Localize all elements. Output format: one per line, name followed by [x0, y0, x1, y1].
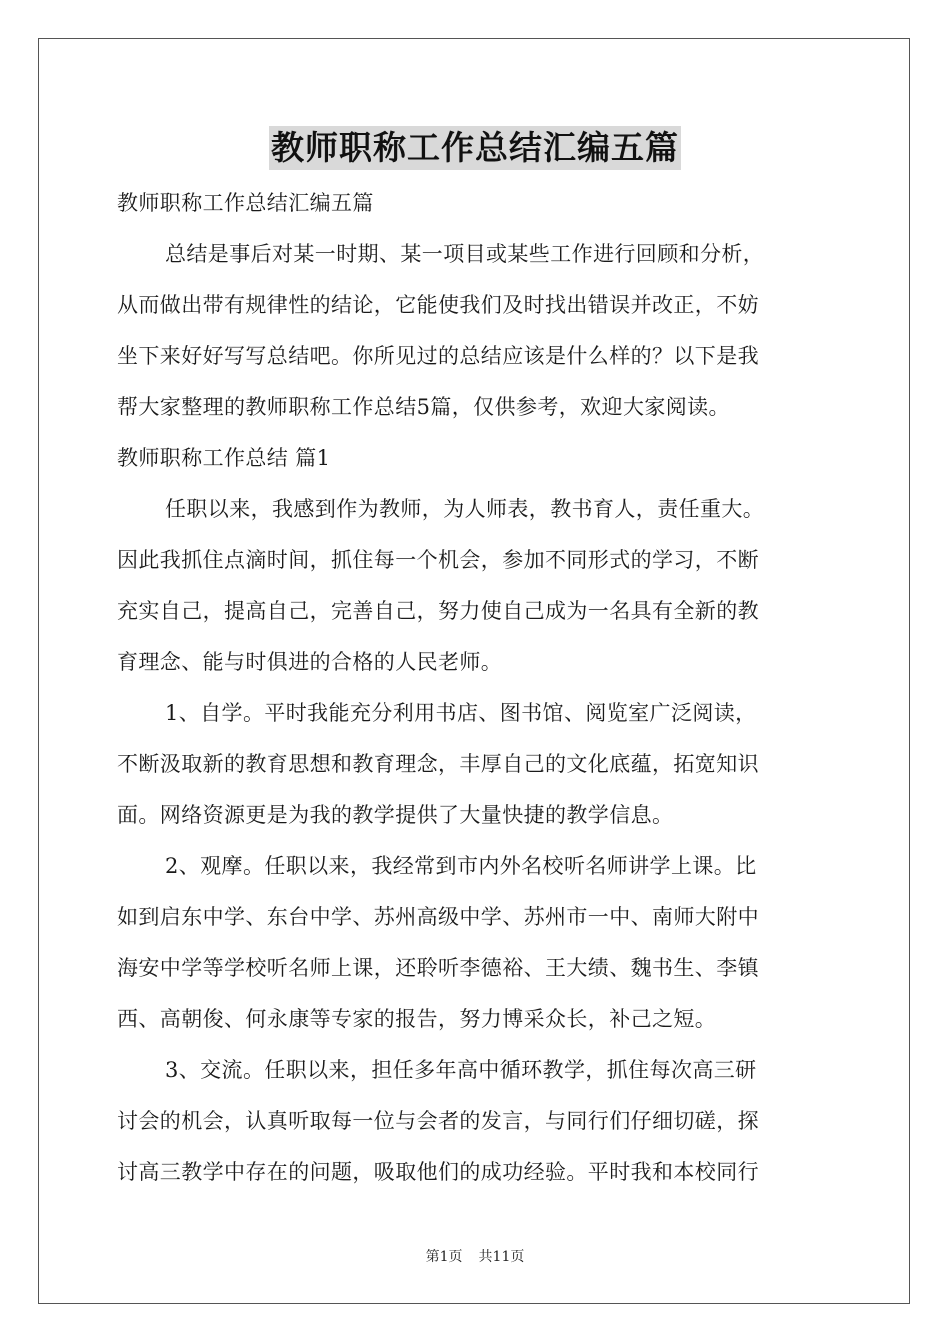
page-total: 共11页	[478, 1249, 525, 1265]
title-wrap	[0, 126, 950, 170]
text-line-3: 从而做出带有规律性的结论，它能使我们及时找出错误并改正，不妨	[117, 293, 759, 317]
text-line-11: 1、自学。平时我能充分利用书店、图书馆、阅览室广泛阅读，	[165, 701, 757, 725]
text-line-18: 3、交流。任职以来，担任多年高中循环教学，抓住每次高三研	[165, 1058, 757, 1082]
text-line-5: 帮大家整理的教师职称工作总结5篇，仅供参考，欢迎大家阅读。	[117, 395, 730, 419]
text-line-16: 海安中学等学校听名师上课，还聆听李德裕、王大绩、魏书生、李镇	[117, 956, 759, 980]
text-line-7: 任职以来，我感到作为教师，为人师表，教书育人，责任重大。	[165, 497, 765, 521]
text-line-4: 坐下来好好写写总结吧。你所见过的总结应该是什么样的？以下是我	[117, 344, 759, 368]
text-line-14: 2、观摩。任职以来，我经常到市内外名校听名师讲学上课。比	[165, 854, 757, 878]
section-heading: 教师职称工作总结 篇1	[117, 446, 331, 470]
text-line-12: 不断汲取新的教育思想和教育理念，丰厚自己的文化底蕴，拓宽知识	[117, 752, 759, 776]
text-line-1: 教师职称工作总结汇编五篇	[117, 191, 374, 215]
document-body	[117, 178, 837, 1198]
text-line-17: 西、高朝俊、何永康等专家的报告，努力博采众长，补己之短。	[117, 1007, 717, 1031]
document-title: 教师职称工作总结汇编五篇	[269, 126, 681, 170]
text-line-13: 面。网络资源更是为我的教学提供了大量快捷的教学信息。	[117, 803, 674, 827]
text-line-8: 因此我抓住点滴时间，抓住每一个机会，参加不同形式的学习，不断	[117, 548, 759, 572]
text-line-15: 如到启东中学、东台中学、苏州高级中学、苏州市一中、南师大附中	[117, 905, 759, 929]
text-line-10: 育理念、能与时俱进的合格的人民老师。	[117, 650, 503, 674]
text-line-9: 充实自己，提高自己，完善自己，努力使自己成为一名具有全新的教	[117, 599, 759, 623]
text-line-20: 讨高三教学中存在的问题，吸取他们的成功经验。平时我和本校同行	[117, 1160, 759, 1184]
text-line-2: 总结是事后对某一时期、某一项目或某些工作进行回顾和分析，	[165, 242, 765, 266]
page-number: 第1页	[425, 1249, 463, 1265]
page-footer	[0, 1247, 950, 1267]
text-line-19: 讨会的机会，认真听取每一位与会者的发言，与同行们仔细切磋，探	[117, 1109, 759, 1133]
